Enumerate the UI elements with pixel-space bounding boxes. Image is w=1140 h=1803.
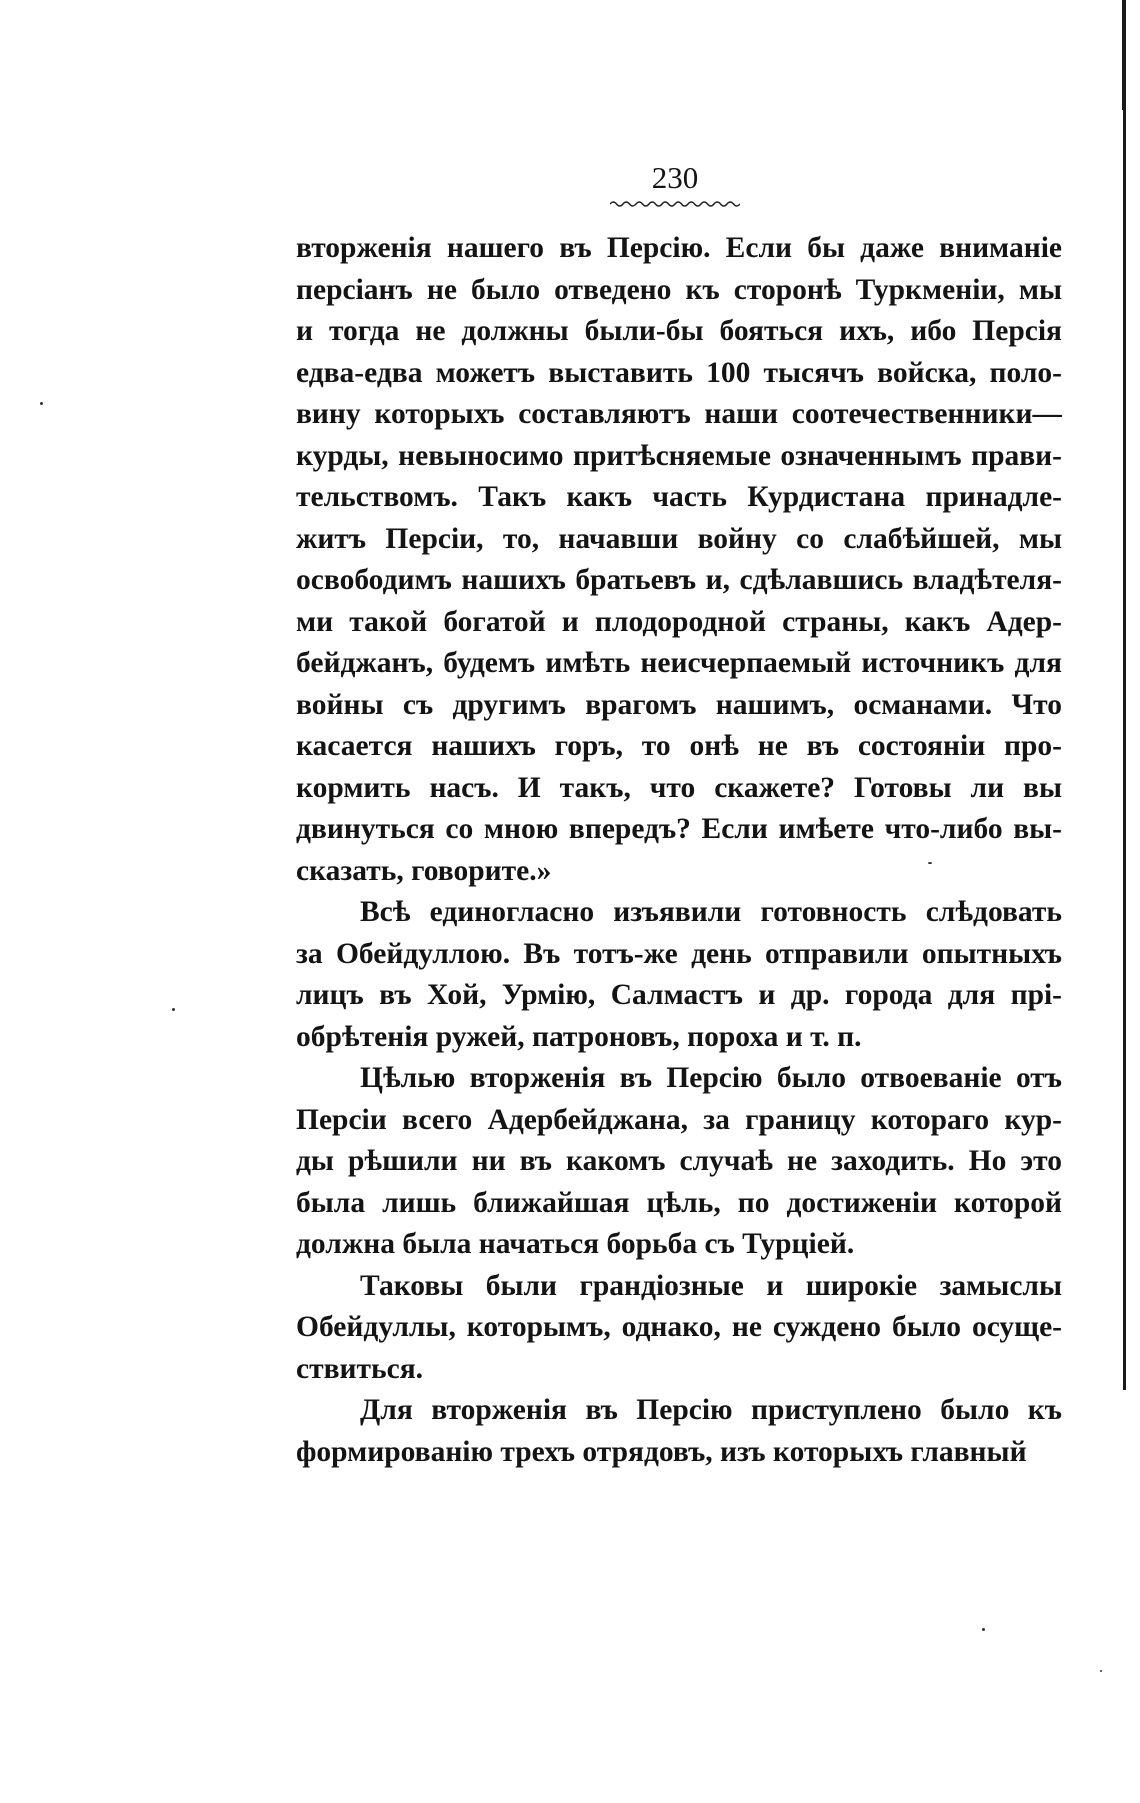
- text-line: вторженія нашего въ Персію. Если бы даже вниманіе: [296, 232, 1062, 264]
- text-line: житъ Персіи, то, начавши войну со слабѣйшей, мы: [296, 522, 1062, 555]
- page-number: 230: [651, 160, 699, 195]
- scan-speck: [982, 1628, 985, 1631]
- text-line: тельствомъ. Такъ какъ часть Курдистана принадле-: [296, 481, 1062, 513]
- text-line: Персіи всего Адербейджана, за границу котораго кур-: [296, 1103, 1062, 1136]
- text-line: освободимъ нашихъ братьевъ и, сдѣлавшись владѣтеля-: [296, 564, 1062, 596]
- text-line: Таковы были грандіозные и широкіе замыслы: [360, 1269, 1062, 1302]
- text-line: едва-едва можетъ выставить 100 тысячъ войска, поло-: [296, 356, 1062, 389]
- scan-speck: [1100, 1670, 1102, 1672]
- text-line: ми такой богатой и плодородной страны, какъ Адер-: [296, 605, 1062, 638]
- page-header: [600, 160, 750, 209]
- paragraph: [296, 228, 1062, 892]
- text-line: Для вторженія въ Персію приступлено было къ: [360, 1394, 1062, 1426]
- scan-speck: [928, 862, 932, 864]
- text-line: была лишь ближайшая цѣль, по достиженіи которой: [296, 1186, 1062, 1219]
- scan-speck: [40, 402, 43, 405]
- paragraph: [296, 1058, 1062, 1266]
- paragraph: [296, 1266, 1062, 1391]
- text-line: формированію трехъ отрядовъ, изъ которыхъ главный: [296, 1435, 1027, 1468]
- text-line: ды рѣшили ни въ какомъ случаѣ не заходить. Но это: [296, 1145, 1062, 1177]
- paragraph: [296, 892, 1062, 1058]
- text-line: должна была начаться борьба съ Турціей.: [296, 1228, 855, 1260]
- page-body-text: [296, 228, 1062, 1473]
- text-line: ствиться.: [296, 1352, 424, 1385]
- text-line: и тогда не должны были-бы бояться ихъ, ибо Персія: [296, 315, 1062, 347]
- text-line: Цѣлью вторженія въ Персію было отвоеваніе отъ: [360, 1062, 1062, 1094]
- text-line: сказать, говорите.»: [296, 854, 552, 887]
- text-line: Всѣ единогласно изъявили готовность слѣдовать: [360, 896, 1062, 928]
- text-line: за Обейдуллою. Въ тотъ-же день отправили опытныхъ: [296, 937, 1062, 970]
- scan-edge-mark: [1123, 0, 1126, 1390]
- text-line: двинуться со мною впередъ? Если имѣете что-либо вы-: [296, 813, 1062, 845]
- text-line: вину которыхъ составляютъ наши соотечественники—: [296, 398, 1062, 430]
- text-line: лицъ въ Хой, Урмію, Салмастъ и др. города для прі-: [296, 979, 1062, 1011]
- text-line: курды, невыносимо притѣсняемые означеннымъ прави-: [296, 439, 1062, 472]
- text-line: войны съ другимъ врагомъ нашимъ, османами. Что: [296, 688, 1062, 721]
- text-line: персіанъ не было отведено къ сторонѣ Туркменіи, мы: [296, 273, 1062, 306]
- scan-speck: [172, 1008, 175, 1011]
- text-line: касается нашихъ горъ, то онѣ не въ состояніи про-: [296, 730, 1062, 762]
- text-line: обрѣтенія ружей, патроновъ, пороха и т. п.: [296, 1020, 862, 1053]
- text-line: кормить насъ. И такъ, что скажете? Готовы ли вы: [296, 771, 1062, 804]
- text-line: Обейдуллы, которымъ, однако, не суждено было осуще-: [296, 1311, 1062, 1343]
- text-line: бейджанъ, будемъ имѣть неисчерпаемый источникъ для: [296, 647, 1062, 679]
- wavy-rule-ornament: [610, 199, 740, 209]
- paragraph: [296, 1390, 1062, 1473]
